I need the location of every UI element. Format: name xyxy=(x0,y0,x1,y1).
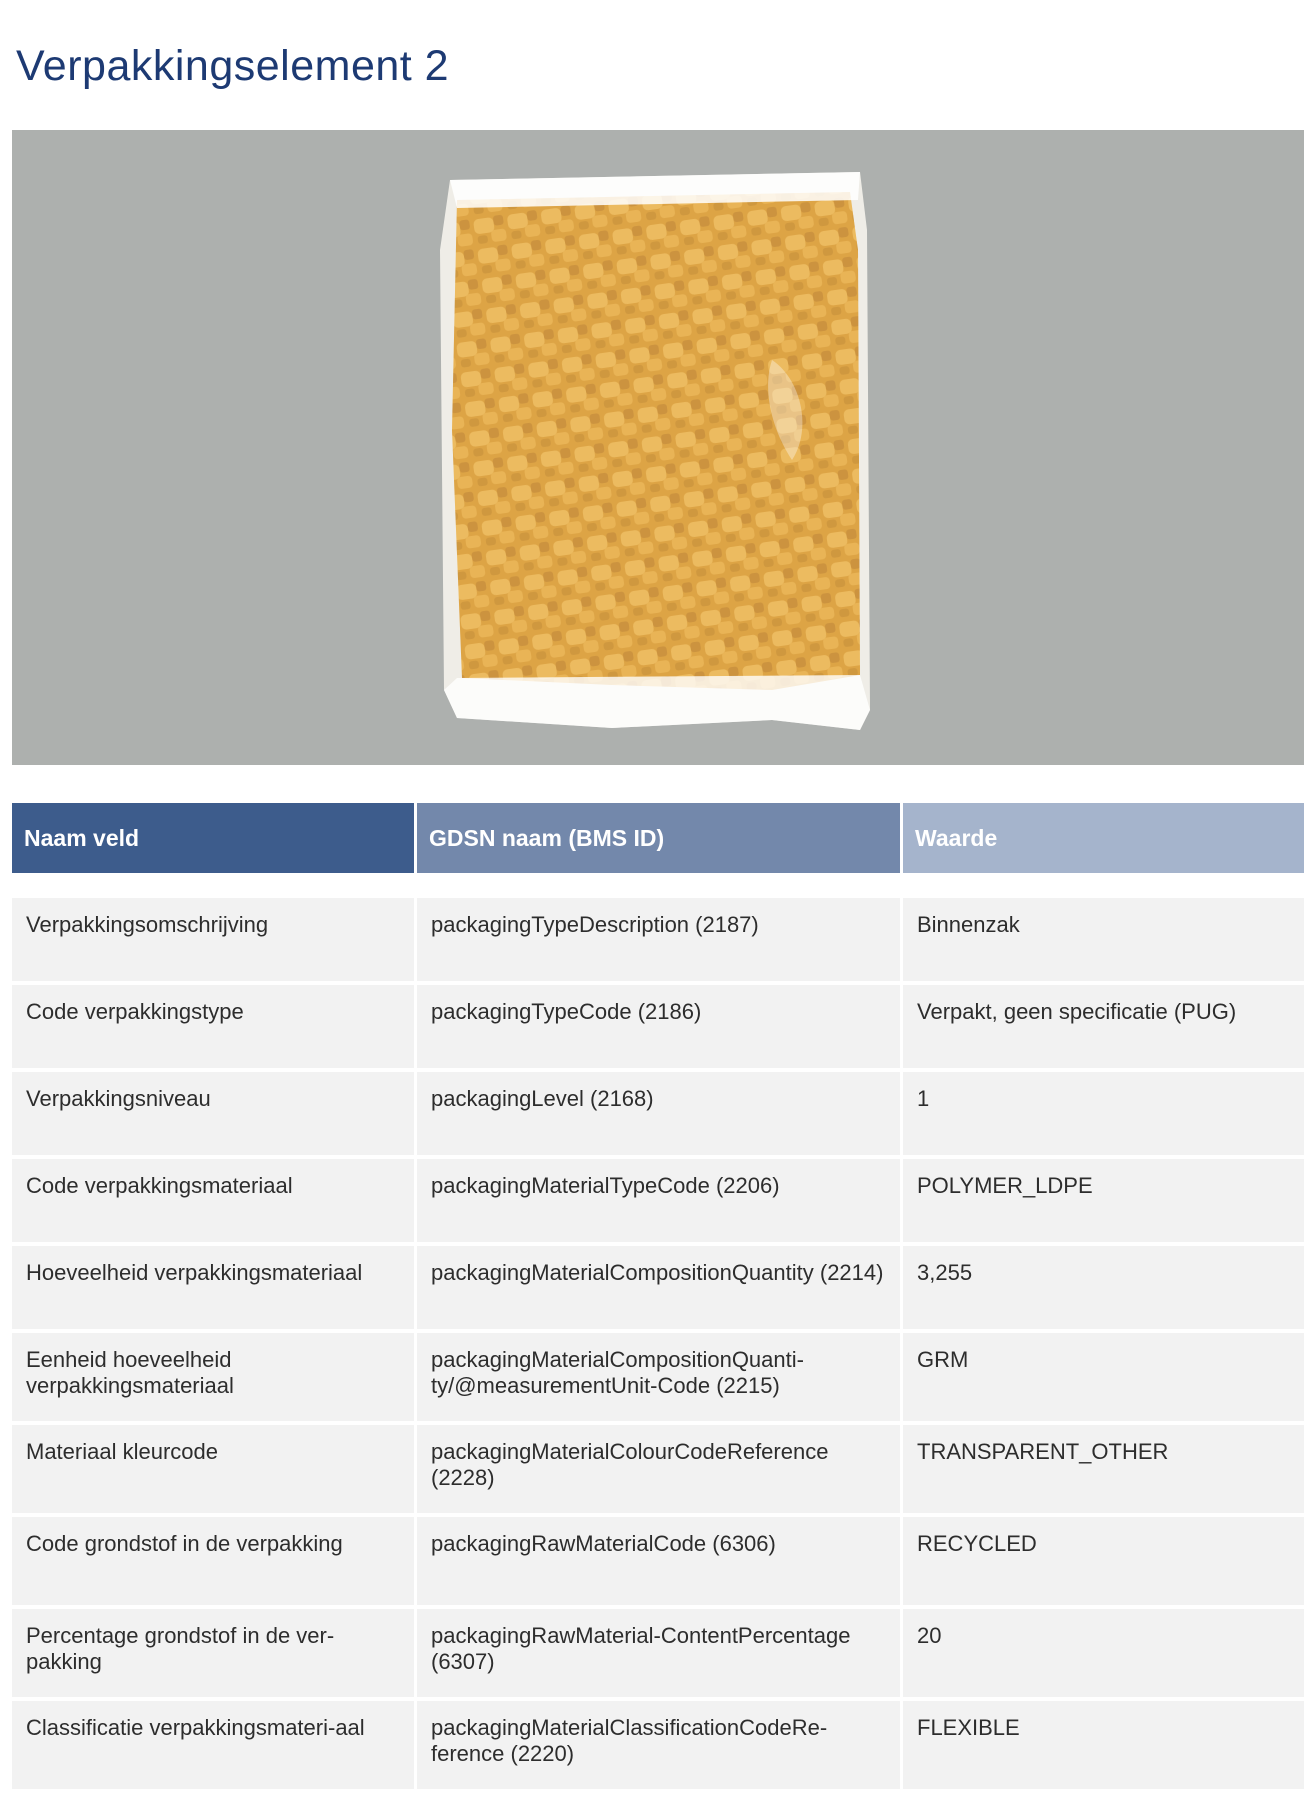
cell-gdsn-naam: packagingMaterialColourCodeReference (2228) xyxy=(417,1425,900,1517)
cell-gdsn-naam: packagingMaterialTypeCode (2206) xyxy=(417,1159,900,1246)
product-photo xyxy=(12,130,1304,765)
table-header-row xyxy=(12,803,1304,873)
cell-gdsn-naam: packagingTypeDescription (2187) xyxy=(417,898,900,985)
table-row xyxy=(12,1425,1304,1517)
cell-naam-veld: Verpakkingsniveau xyxy=(12,1072,414,1159)
page-title: Verpakkingselement 2 xyxy=(16,42,450,90)
cell-naam-veld: Code verpakkingstype xyxy=(12,985,414,1072)
header-waarde: Waarde xyxy=(903,803,1304,873)
cell-gdsn-naam: packagingMaterialCompositionQuanti-ty/@measurementUnit-Code (2215) xyxy=(417,1333,900,1425)
cell-waarde: POLYMER_LDPE xyxy=(903,1159,1304,1246)
table-row xyxy=(12,1517,1304,1609)
table-row xyxy=(12,898,1304,985)
cell-naam-veld: Code verpakkingsmateriaal xyxy=(12,1159,414,1246)
snack-bag-image xyxy=(12,130,1304,765)
cell-naam-veld: Hoeveelheid verpakkingsmateriaal xyxy=(12,1246,414,1333)
cell-gdsn-naam: packagingMaterialCompositionQuantity (2214) xyxy=(417,1246,900,1333)
cell-naam-veld: Code grondstof in de verpakking xyxy=(12,1517,414,1609)
header-gdsn-naam: GDSN naam (BMS ID) xyxy=(417,803,900,873)
cell-naam-veld: Percentage grondstof in de ver-pakking xyxy=(12,1609,414,1701)
table-row xyxy=(12,1609,1304,1701)
cell-waarde: 20 xyxy=(903,1609,1304,1701)
cell-naam-veld: Materiaal kleurcode xyxy=(12,1425,414,1517)
cell-waarde: Binnenzak xyxy=(903,898,1304,985)
cell-gdsn-naam: packagingRawMaterialCode (6306) xyxy=(417,1517,900,1609)
table-row xyxy=(12,1159,1304,1246)
cell-gdsn-naam: packagingTypeCode (2186) xyxy=(417,985,900,1072)
cell-waarde: FLEXIBLE xyxy=(903,1701,1304,1793)
cell-naam-veld: Eenheid hoeveelheid verpakkingsmateriaal xyxy=(12,1333,414,1425)
cell-gdsn-naam: packagingLevel (2168) xyxy=(417,1072,900,1159)
cell-waarde: 3,255 xyxy=(903,1246,1304,1333)
cell-waarde: GRM xyxy=(903,1333,1304,1425)
cell-waarde: 1 xyxy=(903,1072,1304,1159)
table-row xyxy=(12,1333,1304,1425)
cell-gdsn-naam: packagingRawMaterial-ContentPercentage (6307) xyxy=(417,1609,900,1701)
cell-waarde: Verpakt, geen specificatie (PUG) xyxy=(903,985,1304,1072)
table-row xyxy=(12,1246,1304,1333)
header-naam-veld: Naam veld xyxy=(12,803,414,873)
table-row xyxy=(12,1701,1304,1793)
cell-gdsn-naam: packagingMaterialClassificationCodeRe-ference (2220) xyxy=(417,1701,900,1793)
cell-naam-veld: Verpakkingsomschrijving xyxy=(12,898,414,985)
cell-naam-veld: Classificatie verpakkingsmateri-aal xyxy=(12,1701,414,1793)
cell-waarde: RECYCLED xyxy=(903,1517,1304,1609)
packaging-table xyxy=(12,803,1304,1793)
table-row xyxy=(12,1072,1304,1159)
table-row xyxy=(12,985,1304,1072)
cell-waarde: TRANSPARENT_OTHER xyxy=(903,1425,1304,1517)
